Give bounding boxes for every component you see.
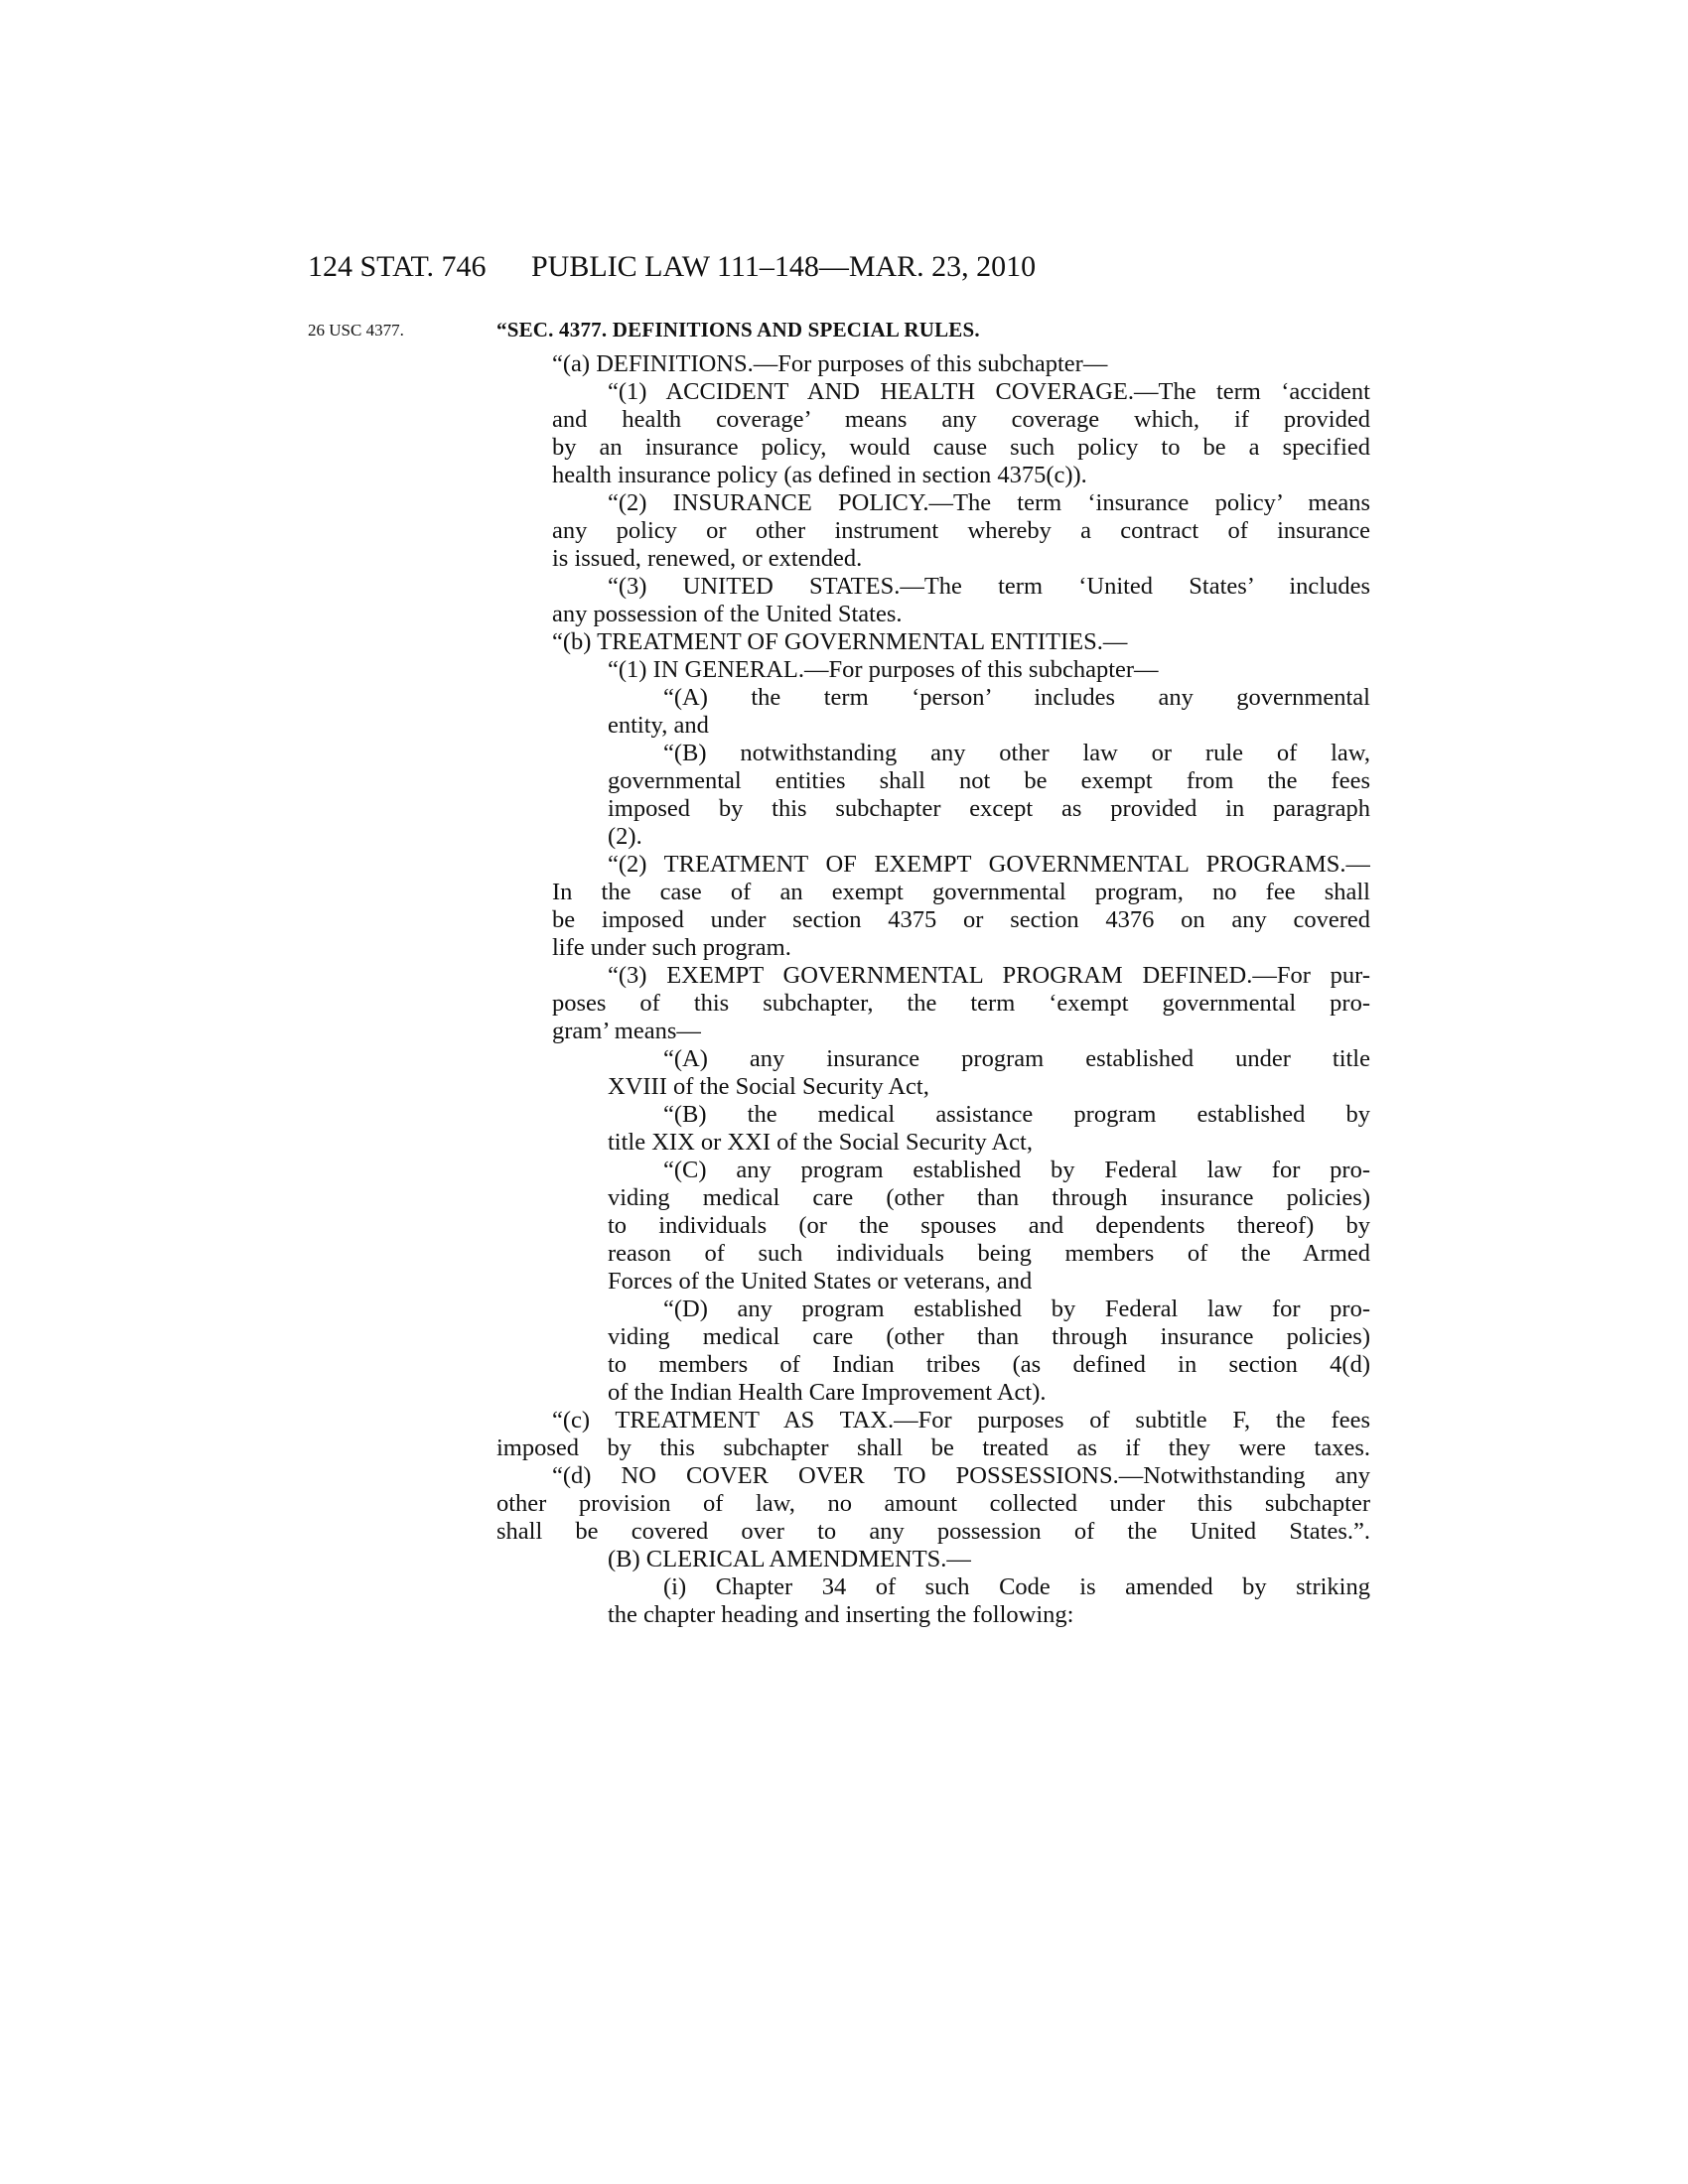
text-line: “(B) notwithstanding any other law or rule of law, <box>663 740 1370 766</box>
text-line: “(D) any program established by Federal law for pro- <box>663 1296 1370 1322</box>
text-line: be imposed under section 4375 or section 4376 on any covered <box>552 906 1370 933</box>
text-line: Forces of the United States or veterans, and <box>608 1268 1033 1295</box>
text-line: gram’ means— <box>552 1018 701 1044</box>
text-line: “(a) DEFINITIONS.—For purposes of this subchapter— <box>552 350 1108 377</box>
text-line: life under such program. <box>552 934 791 961</box>
text-line: “(1) IN GENERAL.—For purposes of this subchapter— <box>608 656 1159 683</box>
text-line: “(A) any insurance program established under title <box>663 1045 1370 1072</box>
text-line: (B) CLERICAL AMENDMENTS.— <box>608 1546 971 1572</box>
text-line: governmental entities shall not be exempt from the fees <box>608 767 1370 794</box>
text-line: “(3) EXEMPT GOVERNMENTAL PROGRAM DEFINED.—For pur- <box>608 962 1370 989</box>
section-heading: “SEC. 4377. DEFINITIONS AND SPECIAL RULES. <box>496 318 980 341</box>
text-line: title XIX or XXI of the Social Security Act, <box>608 1129 1033 1156</box>
text-line: and health coverage’ means any coverage which, if provided <box>552 406 1370 433</box>
page-header <box>308 250 1370 290</box>
text-line: “(C) any program established by Federal law for pro- <box>663 1157 1370 1183</box>
text-line: to individuals (or the spouses and dependents thereof) by <box>608 1212 1370 1239</box>
text-line: of the Indian Health Care Improvement Act). <box>608 1379 1047 1406</box>
text-line: (i) Chapter 34 of such Code is amended by striking <box>663 1573 1370 1600</box>
text-line: “(b) TREATMENT OF GOVERNMENTAL ENTITIES.— <box>552 628 1128 655</box>
section-body <box>496 350 1370 1629</box>
stat-page-number: 124 STAT. 746 <box>308 250 487 283</box>
text-line: by an insurance policy, would cause such policy to be a specified <box>552 434 1370 461</box>
text-line: shall be covered over to any possession of the United States.”. <box>496 1518 1370 1545</box>
text-line: “(1) ACCIDENT AND HEALTH COVERAGE.—The term ‘accident <box>608 378 1370 405</box>
text-line: In the case of an exempt governmental program, no fee shall <box>552 879 1370 905</box>
text-line: “(c) TREATMENT AS TAX.—For purposes of subtitle F, the fees <box>552 1407 1370 1433</box>
text-line: viding medical care (other than through insurance policies) <box>608 1184 1370 1211</box>
text-line: poses of this subchapter, the term ‘exempt governmental pro- <box>552 990 1370 1017</box>
text-line: entity, and <box>608 712 709 739</box>
text-line: reason of such individuals being members of the Armed <box>608 1240 1370 1267</box>
text-line: viding medical care (other than through insurance policies) <box>608 1323 1370 1350</box>
text-line: to members of Indian tribes (as defined in section 4(d) <box>608 1351 1370 1378</box>
text-line: “(B) the medical assistance program established by <box>663 1101 1370 1128</box>
text-line: “(2) INSURANCE POLICY.—The term ‘insurance policy’ means <box>608 489 1370 516</box>
text-line: is issued, renewed, or extended. <box>552 545 863 572</box>
text-line: the chapter heading and inserting the following: <box>608 1601 1074 1628</box>
text-line: “(3) UNITED STATES.—The term ‘United States’ includes <box>608 573 1370 600</box>
text-line: imposed by this subchapter except as provided in paragraph <box>608 795 1370 822</box>
text-line: any policy or other instrument whereby a contract of insurance <box>552 517 1370 544</box>
text-line: “(A) the term ‘person’ includes any governmental <box>663 684 1370 711</box>
margin-citation: 26 USC 4377. <box>308 321 404 340</box>
text-line: “(2) TREATMENT OF EXEMPT GOVERNMENTAL PROGRAMS.— <box>608 851 1370 878</box>
text-line: any possession of the United States. <box>552 601 903 627</box>
text-line: health insurance policy (as defined in section 4375(c)). <box>552 462 1087 488</box>
text-line: (2). <box>608 823 642 850</box>
text-line: XVIII of the Social Security Act, <box>608 1073 929 1100</box>
text-line: “(d) NO COVER OVER TO POSSESSIONS.—Notwithstanding any <box>552 1462 1370 1489</box>
text-line: other provision of law, no amount collected under this subchapter <box>496 1490 1370 1517</box>
law-title: PUBLIC LAW 111–148—MAR. 23, 2010 <box>531 250 1037 283</box>
text-line: imposed by this subchapter shall be treated as if they were taxes. <box>496 1434 1370 1461</box>
